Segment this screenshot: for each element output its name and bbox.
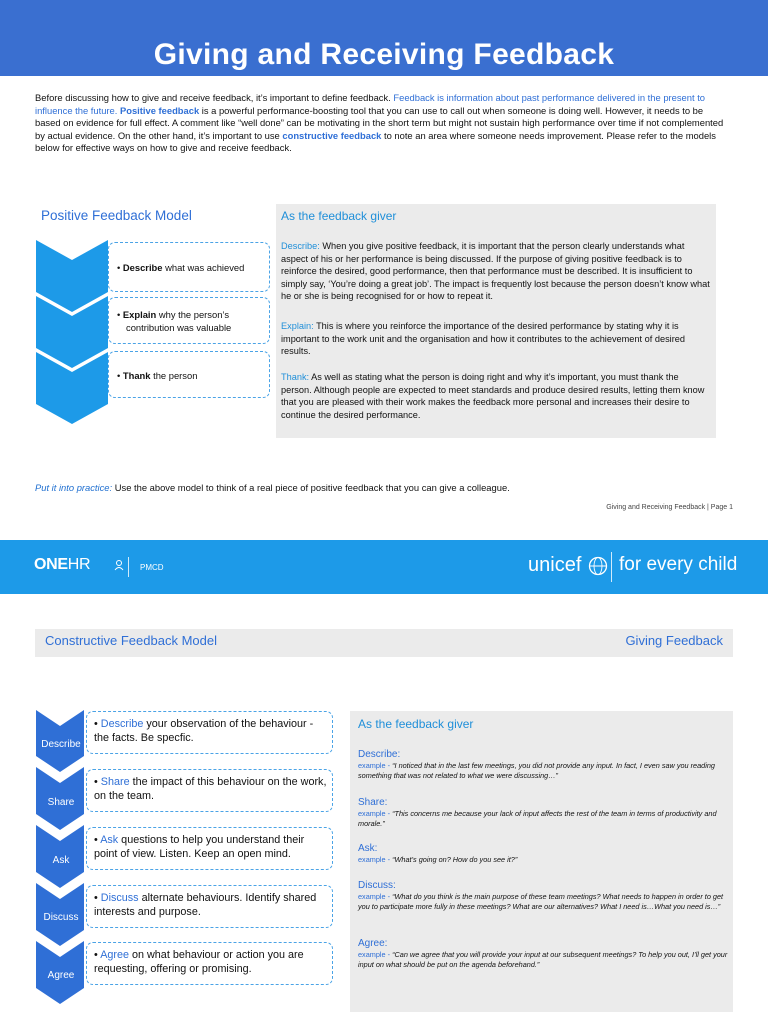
positive-step-3-text: the person [150, 370, 198, 381]
positive-chevron-1 [36, 240, 108, 312]
tagline: for every child [619, 554, 738, 575]
pmcd-label: PMCD [140, 563, 164, 572]
unicef-wordmark: unicef [528, 554, 582, 576]
unicef-emblem-icon [588, 556, 608, 576]
chevron-label-share: Share [47, 797, 75, 808]
onehr-logo: ONEHR [34, 556, 91, 573]
chevron-label-agree: Agree [47, 970, 75, 981]
constructive-step-discuss: • Discuss alternate behaviours. Identify shared interests and purpose. [86, 885, 333, 928]
positive-thank-label: Thank: [281, 372, 310, 382]
positive-explain-para: Explain: This is where you reinforce the importance of the desired performance by stating why it is important to the work unit and the organisation and how it contributes to the achievement of desired results. [281, 321, 685, 357]
positive-model-title: Positive Feedback Model [41, 208, 192, 223]
positive-thank-para: Thank: As well as stating what the person is doing right and why it’s important, you must thank the person. Although people are expected to meet standards and produce desired results, letting them know that you are pleased with their work makes the feedback more personal and increases their desire to continue the desired performance. [281, 372, 705, 420]
example-agree: Agree: example - “Can we agree that you will provide your input at our subsequent meetings? To help you out, I’ll get your input on what should be put on the agenda beforehand.” [358, 938, 728, 969]
positive-panel-title: As the feedback giver [281, 209, 397, 223]
intro-text-3: is a powerful performance-boosting tool that you can use to call out when someone is doing well. However, it needs to be based on evidence for full effect. A comment like “well done” can be motivating in the short term but might not sustain high performance over time if not complemented by actual evidence. On the other hand, it’s important to use [35, 104, 724, 141]
giving-feedback-title: Giving Feedback [625, 633, 723, 648]
intro-definition: Feedback is information about past performance delivered in the present to influence the future. [35, 92, 706, 116]
positive-step-2: • Explain why the person’s contribution was valuable [108, 297, 270, 344]
page-footer: Giving and Receiving Feedback | Page 1 [606, 504, 733, 511]
chevron-label-discuss: Discuss [43, 912, 79, 923]
positive-step-3: • Thank the person [108, 351, 270, 398]
chevron-label-describe: Describe [41, 739, 81, 750]
constructive-panel-title: As the feedback giver [358, 717, 474, 731]
example-ask: Ask: example - “What’s going on? How do you see it?” [358, 843, 518, 864]
positive-step-2-text: why the person’s contribution was valuable [126, 309, 232, 333]
positive-step-1-keyword: Describe [122, 262, 163, 273]
constructive-step-ask: • Ask questions to help you understand their point of view. Listen. Keep an open mind. [86, 827, 333, 870]
banner-divider-2 [611, 552, 612, 582]
example-describe: Describe: example - “I noticed that in the last few meetings, you did not provide any input. In fact, I even saw you reading something that was not related to what we were discussing…” [358, 749, 715, 780]
page-title: Giving and Receiving Feedback [153, 38, 615, 71]
positive-describe-label: Describe: [281, 241, 320, 251]
intro-constructive-feedback: constructive feedback [282, 129, 382, 141]
constructive-model-title: Constructive Feedback Model [45, 633, 217, 648]
example-share: Share: example - “This concerns me because your lack of input affects the rest of the team in terms of productivity and morale.” [358, 797, 717, 828]
intro-positive-feedback: Positive feedback [119, 104, 200, 116]
positive-step-2-keyword: Explain [122, 309, 157, 320]
positive-describe-para: Describe: When you give positive feedback, it is important that the person clearly understands what aspect of his or her performance is being discussed. If the purpose of giving positive feedback is to reinforce the desired, good performance, then that performance must be described. It is insufficient to simply say, ‘You’re doing a great job’. The impact is frequently lost because the person doesn’t know what he or she is being recognised for or how to repeat it. [281, 241, 710, 302]
positive-chevron-stack [36, 240, 112, 440]
chevron-label-ask: Ask [52, 855, 70, 866]
intro-text-4: to note an area where someone needs improvement. Please refer to the models below for effective ways on how to give and receive feedback. [35, 129, 716, 153]
example-discuss: Discuss: example - “What do you think is the main purpose of these team meetings? What needs to happen in order to get you to participate more fully in these meetings? What are our alternatives? What I need is…What you need is…” [358, 880, 724, 911]
intro-paragraph [35, 92, 725, 155]
onehr-mark-icon [114, 559, 124, 571]
constructive-step-agree: • Agree on what behaviour or action you are requesting, offering or promising. [86, 942, 333, 985]
practice-note: Put it into practice: Use the above model to think of a real piece of positive feedback that you can give a colleague. [35, 482, 510, 493]
positive-step-1-text: what was achieved [162, 262, 245, 273]
constructive-step-share: • Share the impact of this behaviour on the work, on the team. [86, 769, 333, 812]
intro-text-1: Before discussing how to give and receive feedback, it’s important to define feedback. [35, 92, 394, 103]
positive-explain-label: Explain: [281, 321, 314, 331]
positive-step-1: • Describe what was achieved [108, 242, 270, 292]
positive-step-3-keyword: Thank [122, 370, 151, 381]
practice-label: Put it into practice: [35, 482, 113, 493]
banner-divider-1 [128, 557, 129, 577]
constructive-step-describe: • Describe your observation of the behaviour - the facts. Be specfic. [86, 711, 333, 754]
